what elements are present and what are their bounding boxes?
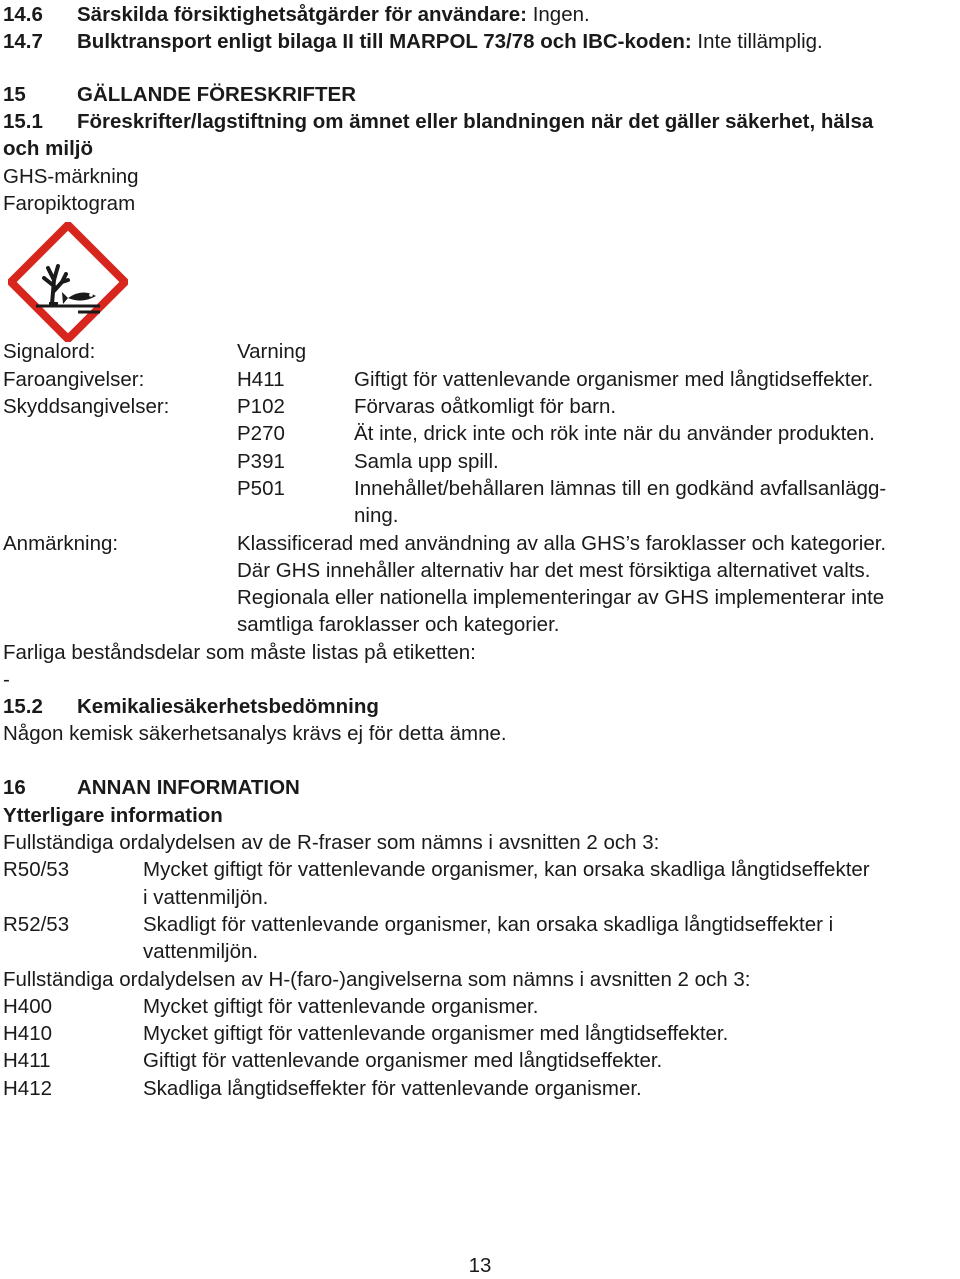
- section-15-1-heading-cont: och miljö: [3, 137, 93, 160]
- further-info-heading: Ytterligare information: [3, 804, 223, 827]
- section-title: Särskilda försiktighetsåtgärder för användare:: [77, 3, 528, 26]
- hazard-text: Giftigt för vattenlevande organismer med långtidseffekter.: [354, 368, 874, 391]
- hazard-code: H411: [237, 368, 285, 391]
- precaution-text: Innehållet/behållaren lämnas till en godkänd avfallsanlägg-: [354, 477, 887, 500]
- ghs-label: GHS-märkning: [3, 165, 139, 188]
- r-phrase-text-cont: vattenmiljön.: [143, 940, 259, 963]
- h-phrase-code: H412: [3, 1077, 53, 1100]
- h-phrases-intro: Fullständiga ordalydelsen av H-(faro-)angivelserna som nämns i avsnitten 2 och 3:: [3, 968, 751, 991]
- h-phrase-code: H400: [3, 995, 53, 1018]
- dangerous-components-value: -: [3, 668, 10, 691]
- section-title: Kemikaliesäkerhetsbedömning: [77, 695, 379, 718]
- precaution-text: Samla upp spill.: [354, 450, 499, 473]
- r-phrase-text: Skadligt för vattenlevande organismer, kan orsaka skadliga långtidseffekter i: [143, 913, 834, 936]
- remark-line: Regionala eller nationella implementeringar av GHS implementerar inte: [237, 586, 885, 609]
- precaution-text: Förvaras oåtkomligt för barn.: [354, 395, 617, 418]
- remark-line: Där GHS innehåller alternativ har det mest försiktiga alternativet valts.: [237, 559, 871, 582]
- dangerous-components-label: Farliga beståndsdelar som måste listas på etiketten:: [3, 641, 476, 664]
- remark-line: samtliga faroklasser och kategorier.: [237, 613, 560, 636]
- h-phrase-text: Skadliga långtidseffekter för vattenlevande organismer.: [143, 1077, 642, 1100]
- section-15-2-text: Någon kemisk säkerhetsanalys krävs ej för detta ämne.: [3, 722, 507, 745]
- section-14-7: [3, 28, 823, 55]
- r-phrase-text-cont: i vattenmiljön.: [143, 886, 269, 909]
- r-phrase-text: Mycket giftigt för vattenlevande organismer, kan orsaka skadliga långtidseffekter: [143, 858, 870, 881]
- section-15-1-heading: [3, 108, 873, 135]
- remark-line: Klassificerad med användning av alla GHS’s faroklasser och kategorier.: [237, 532, 887, 555]
- precaution-code: P501: [237, 477, 285, 500]
- r-phrases-intro: Fullständiga ordalydelsen av de R-fraser som nämns i avsnitten 2 och 3:: [3, 831, 660, 854]
- section-number: 14.7: [3, 30, 43, 53]
- section-number: 15.1: [3, 110, 43, 133]
- r-phrase-code: R50/53: [3, 858, 70, 881]
- precaution-label: Skyddsangivelser:: [3, 395, 170, 418]
- section-value: Inte tillämplig.: [691, 30, 823, 53]
- h-phrase-text: Mycket giftigt för vattenlevande organismer med långtidseffekter.: [143, 1022, 729, 1045]
- signal-word-value: Varning: [237, 340, 307, 363]
- h-phrase-text: Giftigt för vattenlevande organismer med långtidseffekter.: [143, 1049, 663, 1072]
- r-phrase-code: R52/53: [3, 913, 70, 936]
- section-14-6: [3, 1, 590, 28]
- h-phrase-text: Mycket giftigt för vattenlevande organismer.: [143, 995, 539, 1018]
- section-title: Bulktransport enligt bilaga II till MARPOL 73/78 och IBC-koden:: [77, 30, 692, 53]
- section-value: Ingen.: [527, 3, 590, 26]
- section-number: 16: [3, 776, 26, 799]
- section-15-2-heading: [3, 693, 379, 720]
- hazard-label: Faroangivelser:: [3, 368, 145, 391]
- precaution-code: P102: [237, 395, 285, 418]
- h-phrase-code: H411: [3, 1049, 51, 1072]
- section-number: 14.6: [3, 3, 43, 26]
- precaution-text: Ät inte, drick inte och rök inte när du använder produkten.: [354, 422, 875, 445]
- ghs09-environment-hazard-icon: [8, 222, 128, 342]
- section-title: Föreskrifter/lagstiftning om ämnet eller blandningen när det gäller säkerhet, hälsa: [77, 110, 874, 133]
- signal-word-label: Signalord:: [3, 340, 96, 363]
- precaution-text-cont: ning.: [354, 504, 399, 527]
- section-number: 15: [3, 83, 26, 106]
- section-title: GÄLLANDE FÖRESKRIFTER: [77, 83, 357, 106]
- precaution-code: P270: [237, 422, 285, 445]
- h-phrase-code: H410: [3, 1022, 53, 1045]
- pictogram-label: Faropiktogram: [3, 192, 136, 215]
- section-16-heading: [3, 774, 300, 801]
- precaution-code: P391: [237, 450, 285, 473]
- section-15-heading: [3, 81, 356, 108]
- remark-label: Anmärkning:: [3, 532, 119, 555]
- section-title: ANNAN INFORMATION: [77, 776, 300, 799]
- page-number: 13: [468, 1254, 492, 1277]
- section-number: 15.2: [3, 695, 43, 718]
